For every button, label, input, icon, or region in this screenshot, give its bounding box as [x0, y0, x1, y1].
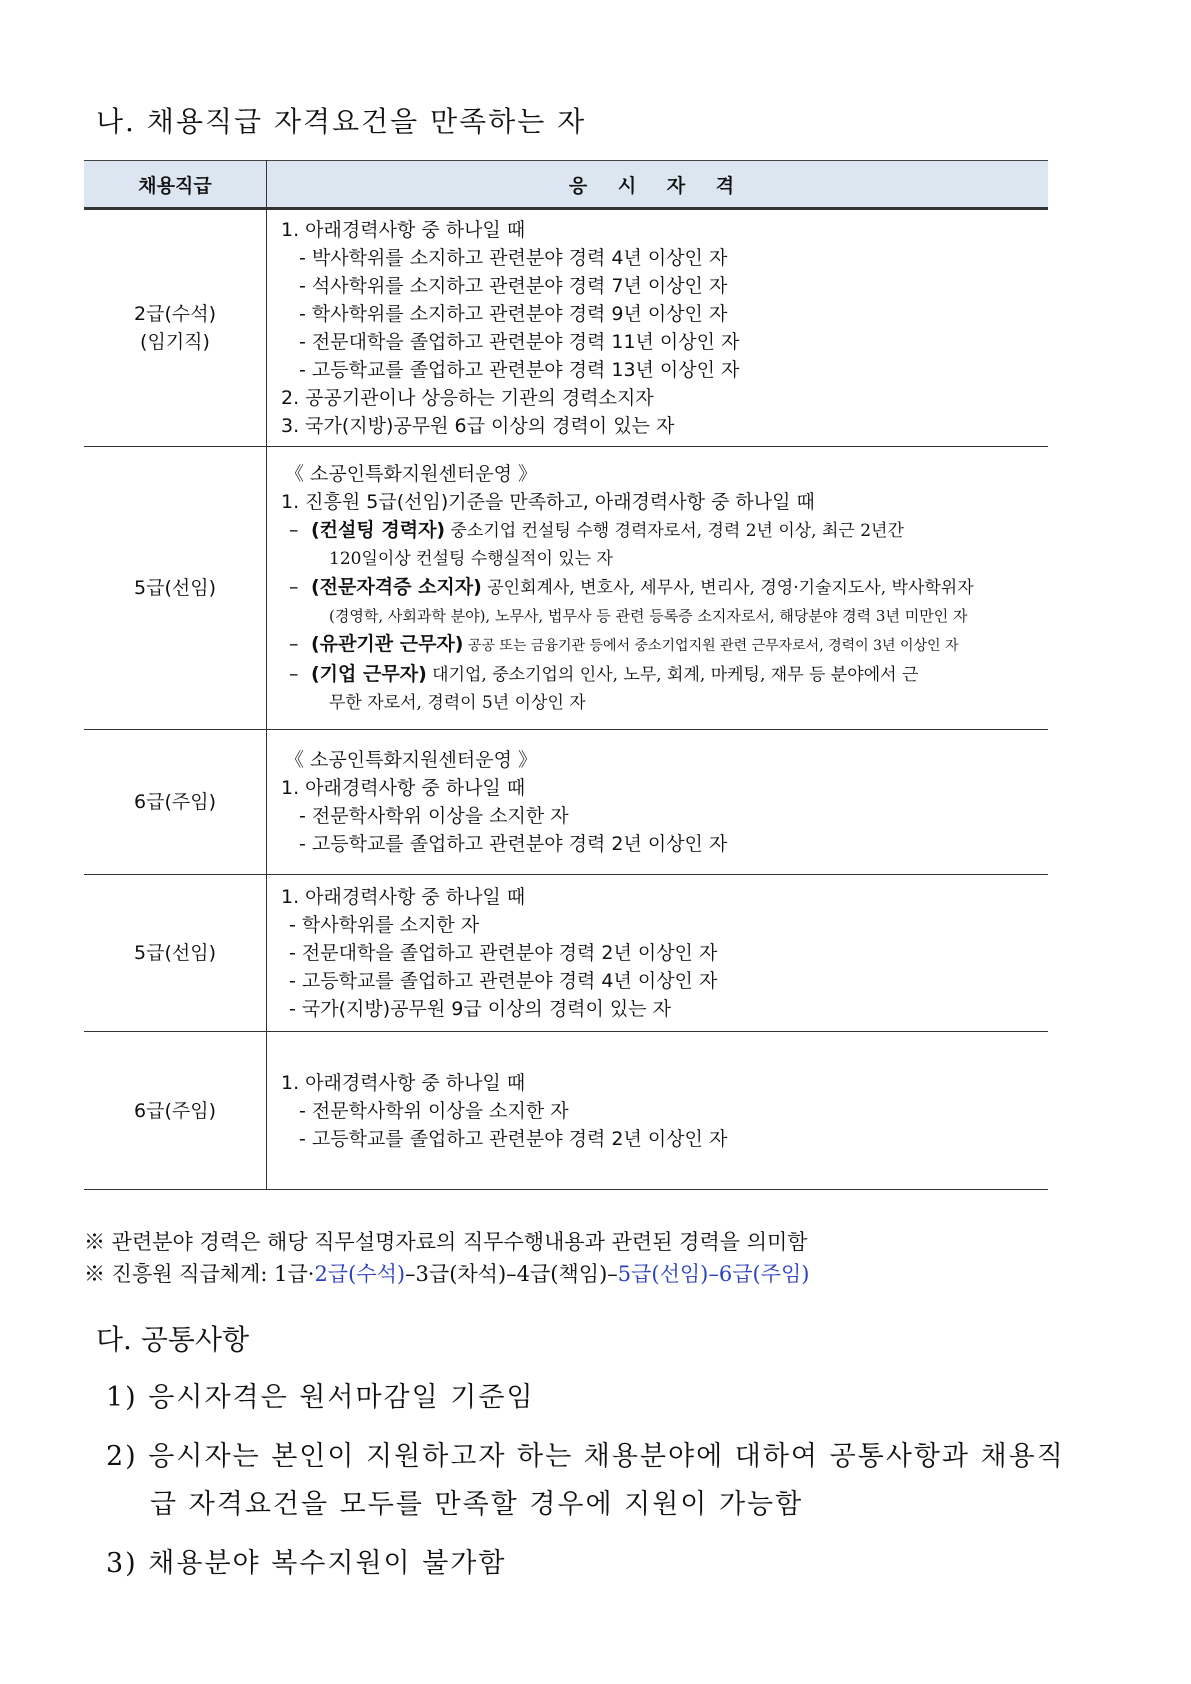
- qualification-cell: [267, 209, 1049, 447]
- bullet-certificate: – (전문자격증 소지자) 공인회계사, 변호사, 세무사, 변리사, 경영·기술지도사, 박사학위자: [289, 575, 974, 598]
- note-grade2: 2급(수석): [314, 1262, 406, 1286]
- program-heading: 《 소공인특화지원센터운영 》: [285, 749, 537, 771]
- table-header-row: [84, 161, 1048, 209]
- bullet-label: (전문자격증 소지자): [311, 575, 482, 598]
- note-career: ※ 관련분야 경력은 해당 직무설명자료의 직무수행내용과 관련된 경력을 의미함: [84, 1230, 808, 1254]
- section-title: 나. 채용직급 자격요건을 만족하는 자: [96, 105, 587, 138]
- qualification-line: - 고등학교를 졸업하고 관련분야 경력 2년 이상인 자: [299, 833, 728, 855]
- qualification-line: - 석사학위를 소지하고 관련분야 경력 7년 이상인 자: [299, 275, 728, 297]
- qualification-line: - 고등학교를 졸업하고 관련분야 경력 2년 이상인 자: [299, 1127, 728, 1150]
- grade-label: 2급(수석): [134, 303, 216, 325]
- qualification-table: [84, 160, 1048, 1190]
- note-prefix: ※ 진흥원 직급체계: 1급·: [84, 1262, 315, 1286]
- bullet-consulting: – (컨설팅 경력자) 중소기업 컨설팅 수행 경력자로서, 경력 2년 이상, 최근 2년간: [289, 518, 904, 541]
- qualification-line: 1. 아래경력사항 중 하나일 때: [281, 219, 526, 241]
- bullet-continuation: (경영학, 사회과학 분야), 노무사, 법무사 등 관련 등록증 소지자로서, 해당분야 경력 3년 미만인 자: [329, 606, 968, 625]
- grade-label: 6급(주임): [134, 791, 216, 813]
- qualification-line: 2. 공공기관이나 상응하는 기관의 경력소지자: [281, 387, 654, 409]
- bullet-label: (유관기관 근무자): [311, 632, 464, 655]
- table-row: [84, 447, 1048, 730]
- bullet-text: 중소기업 컨설팅 수행 경력자로서, 경력 2년 이상, 최근 2년간: [445, 520, 904, 541]
- qualification-line: - 국가(지방)공무원 9급 이상의 경력이 있는 자: [289, 998, 672, 1020]
- bullet-company: – (기업 근무자) 대기업, 중소기업의 인사, 노무, 회계, 마케팅, 재무 등 분야에서 근: [289, 662, 919, 685]
- qualification-line: - 학사학위를 소지한 자: [289, 914, 480, 936]
- grade-label: 5급(선임): [134, 577, 216, 599]
- qualification-line: - 전문대학을 졸업하고 관련분야 경력 2년 이상인 자: [289, 942, 718, 964]
- qualification-line: 1. 아래경력사항 중 하나일 때: [281, 777, 526, 799]
- table-row: [84, 1032, 1048, 1190]
- grade-cell: [84, 875, 267, 1032]
- qualification-line: 1. 아래경력사항 중 하나일 때: [281, 1071, 526, 1094]
- qualification-cell: [267, 875, 1049, 1032]
- qualification-line: - 전문학사학위 이상을 소지한 자: [299, 1099, 569, 1122]
- qualification-line: - 전문대학을 졸업하고 관련분야 경력 11년 이상인 자: [299, 331, 740, 353]
- program-heading: 《 소공인특화지원센터운영 》: [285, 462, 537, 485]
- grade-cell: [84, 1032, 267, 1190]
- bullet-continuation: 120일이상 컨설팅 수행실적이 있는 자: [329, 548, 613, 569]
- qualification-line: 3. 국가(지방)공무원 6급 이상의 경력이 있는 자: [281, 415, 675, 437]
- qualification-line: 1. 아래경력사항 중 하나일 때: [281, 886, 526, 908]
- bullet-continuation: 무한 자로서, 경력이 5년 이상인 자: [329, 692, 586, 713]
- common-item-2: 2) 응시자는 본인이 지원하고자 하는 채용분야에 대하여 공통사항과 채용직: [106, 1441, 1065, 1472]
- qualification-line: - 고등학교를 졸업하고 관련분야 경력 13년 이상인 자: [299, 359, 740, 381]
- note-grade5: 5급(선임): [617, 1262, 709, 1286]
- header-grade: 채용직급: [84, 161, 267, 209]
- qualification-line: - 학사학위를 소지하고 관련분야 경력 9년 이상인 자: [299, 303, 728, 325]
- qualification-line: - 전문학사학위 이상을 소지한 자: [299, 805, 569, 827]
- bullet-related-agency: – (유관기관 근무자) 공공 또는 금융기관 등에서 중소기업지원 관련 근무자로서, 경력이 3년 이상인 자: [289, 632, 959, 655]
- common-item-1: 1) 응시자격은 원서마감일 기준임: [106, 1382, 535, 1413]
- bullet-text: 공인회계사, 변호사, 세무사, 변리사, 경영·기술지도사, 박사학위자: [481, 577, 974, 598]
- grade-cell: [84, 447, 267, 730]
- qualification-cell: [267, 447, 1049, 730]
- qualification-cell: [267, 730, 1049, 875]
- note-dash: –: [708, 1262, 719, 1286]
- common-item-3: 3) 채용분야 복수지원이 불가함: [106, 1548, 507, 1579]
- note-grade-system: [84, 1258, 809, 1290]
- qualification-cell: [267, 1032, 1049, 1190]
- common-section-title: 다. 공통사항: [96, 1323, 250, 1356]
- table-notes: [84, 1226, 809, 1290]
- common-item-2-continuation: 급 자격요건을 모두를 만족할 경우에 지원이 가능함: [150, 1489, 804, 1520]
- table-row: [84, 209, 1048, 447]
- bullet-text: 공공 또는 금융기관 등에서 중소기업지원 관련 근무자로서, 경력이 3년 이상인 자: [463, 637, 959, 654]
- grade-label: 5급(선임): [134, 942, 216, 964]
- table-row: [84, 730, 1048, 875]
- header-qualification: 응 시 자 격: [267, 161, 1049, 209]
- grade-label: 6급(주임): [134, 1099, 216, 1122]
- qualification-line: 1. 진흥원 5급(선임)기준을 만족하고, 아래경력사항 중 하나일 때: [281, 490, 815, 513]
- bullet-label: (기업 근무자): [311, 662, 427, 685]
- note-grade6: 6급(주임): [718, 1262, 810, 1286]
- bullet-label: (컨설팅 경력자): [311, 518, 446, 541]
- qualification-line: - 고등학교를 졸업하고 관련분야 경력 4년 이상인 자: [289, 970, 718, 992]
- table-row: [84, 875, 1048, 1032]
- grade-cell: [84, 209, 267, 447]
- grade-cell: [84, 730, 267, 875]
- note-mid: –3급(차석)–4급(책임)–: [405, 1262, 618, 1286]
- qualification-line: - 박사학위를 소지하고 관련분야 경력 4년 이상인 자: [299, 247, 728, 269]
- bullet-text: 대기업, 중소기업의 인사, 노무, 회계, 마케팅, 재무 등 분야에서 근: [426, 664, 919, 685]
- grade-sublabel: (임기직): [140, 331, 210, 353]
